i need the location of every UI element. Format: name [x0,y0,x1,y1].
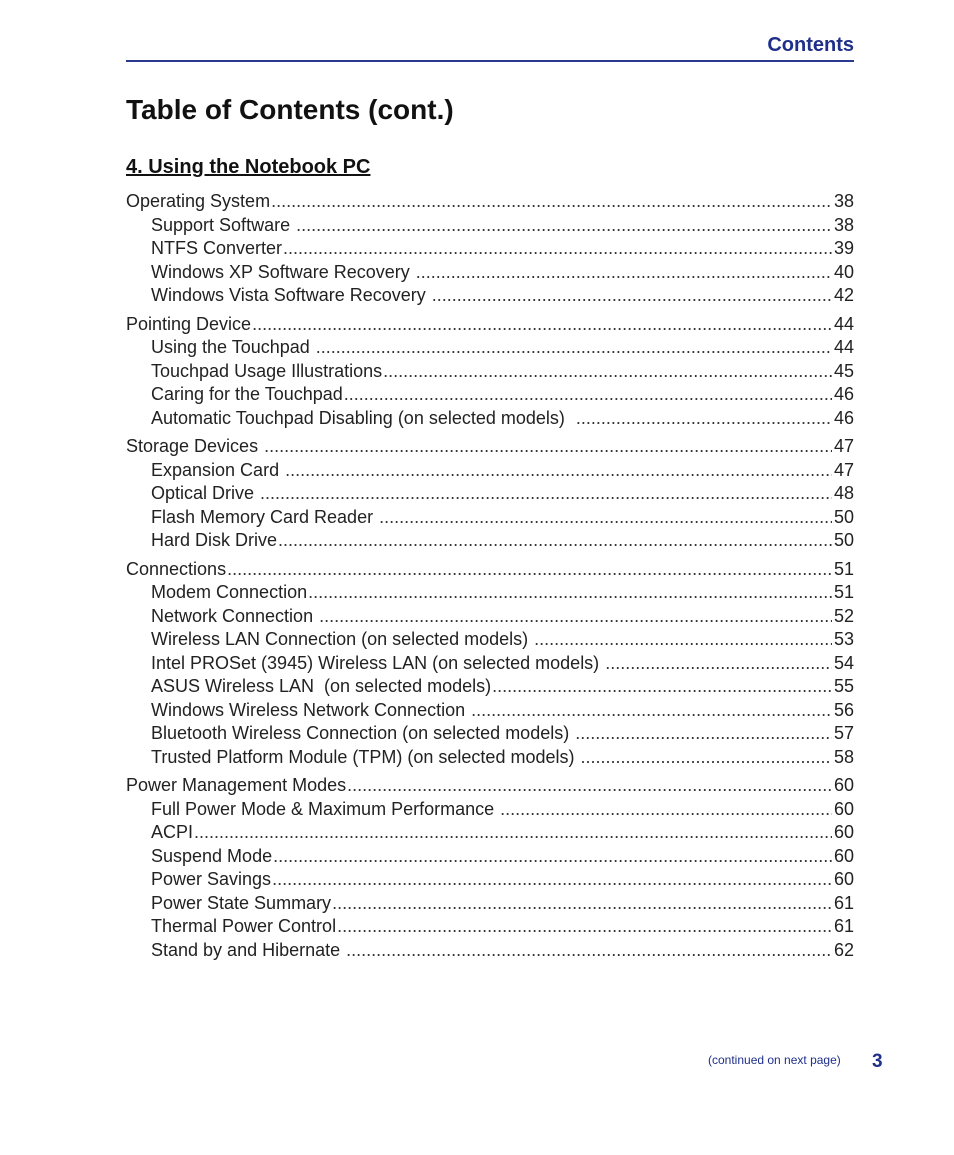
toc-entry[interactable] [126,435,854,459]
toc-entry-label: Expansion Card [151,459,285,480]
toc-entry-page: 38 [833,214,854,235]
toc-entry[interactable] [126,558,854,582]
toc-entry-label: Power Savings [151,869,272,889]
dot-leader [252,313,832,337]
toc-subentry[interactable] [126,845,854,869]
dot-leader [319,605,832,629]
dot-leader [379,506,832,530]
toc-entry-label: Flash Memory Card Reader [151,506,379,527]
toc-entry-label: Network Connection [151,605,319,626]
toc-entry-label: Thermal Power Control [151,916,337,936]
toc-entry-label: Caring for the Touchpad [151,384,343,404]
toc-subentry[interactable] [126,722,854,746]
toc-entry-page: 60 [833,822,854,842]
dot-leader [283,237,832,261]
toc-entry-label: Suspend Mode [151,845,273,866]
toc-entry-page: 48 [833,483,854,503]
page-number: 3 [872,1051,883,1072]
dot-leader [260,482,832,506]
toc-entry-page: 55 [833,676,854,696]
toc-entry-page: 38 [833,191,854,211]
toc-entry-page: 60 [833,775,854,795]
toc-entry-page: 51 [833,582,854,602]
toc-group [126,558,854,770]
toc-entry-page: 39 [833,238,854,258]
toc-entry-page: 50 [833,530,854,550]
toc-subentry[interactable] [126,214,854,238]
toc-entry-page: 42 [833,285,854,305]
toc-entry-label: Full Power Mode & Maximum Performance [151,798,500,819]
toc-entry[interactable] [126,190,854,214]
toc-entry-page: 60 [833,798,854,819]
toc-subentry[interactable] [126,699,854,723]
dot-leader [308,581,832,605]
toc-entry-label: Wireless LAN Connection (on selected models) [151,629,534,649]
dot-leader [605,652,832,676]
toc-entry-label: Modem Connection [151,582,308,602]
toc-entry[interactable] [126,774,854,798]
toc-subentry[interactable] [126,407,854,431]
dot-leader [227,558,832,582]
toc-entry-page: 44 [833,313,854,334]
dot-leader [316,336,832,360]
toc-entry[interactable] [126,313,854,337]
toc-entry-page: 60 [833,869,854,889]
toc-list [126,190,854,967]
toc-entry-page: 44 [833,337,854,357]
toc-entry-label: Stand by and Hibernate [151,939,346,960]
toc-entry-label: Using the Touchpad [151,337,315,357]
dot-leader [273,845,832,869]
toc-subentry[interactable] [126,383,854,407]
dot-leader [272,868,832,892]
toc-entry-label: Power Management Modes [126,775,347,795]
section-heading: 4. Using the Notebook PC [126,156,371,178]
toc-entry-label: Windows XP Software Recovery [151,261,415,282]
dot-leader [278,529,832,553]
toc-subentry[interactable] [126,746,854,770]
toc-entry-page: 52 [833,605,854,626]
dot-leader [580,746,831,770]
toc-subentry[interactable] [126,628,854,652]
toc-entry-label: Connections [126,558,227,579]
toc-subentry[interactable] [126,529,854,553]
toc-entry-page: 51 [833,558,854,579]
toc-group [126,435,854,553]
running-header [126,34,854,62]
toc-subentry[interactable] [126,459,854,483]
toc-entry-label: Power State Summary [151,892,332,913]
dot-leader [575,722,832,746]
toc-entry-label: Hard Disk Drive [151,530,278,550]
dot-leader [500,798,832,822]
dot-leader [576,407,832,431]
toc-entry-label: ACPI [151,822,194,842]
dot-leader [344,383,832,407]
toc-entry-page: 54 [833,652,854,673]
toc-subentry[interactable] [126,915,854,939]
dot-leader [264,435,832,459]
toc-group [126,190,854,308]
toc-entry-label: Bluetooth Wireless Connection (on selected models) [151,723,575,743]
toc-entry-label: Automatic Touchpad Disabling (on selected models) [151,407,575,428]
toc-subentry[interactable] [126,868,854,892]
dot-leader [346,939,832,963]
toc-subentry[interactable] [126,237,854,261]
toc-entry-label: Storage Devices [126,436,264,456]
continued-note: (continued on next page) [708,1053,841,1067]
toc-entry-label: Touchpad Usage Illustrations [151,360,383,381]
dot-leader [416,261,832,285]
toc-subentry[interactable] [126,336,854,360]
toc-entry-page: 61 [833,916,854,936]
toc-entry-label: Windows Wireless Network Connection [151,699,471,720]
toc-entry-page: 50 [833,506,854,527]
toc-entry-page: 53 [833,629,854,649]
toc-entry-label: ASUS Wireless LAN (on selected models) [151,676,492,696]
toc-entry-page: 46 [833,384,854,404]
dot-leader [332,892,832,916]
toc-subentry[interactable] [126,605,854,629]
toc-subentry[interactable] [126,652,854,676]
dot-leader [296,214,832,238]
dot-leader [383,360,832,384]
toc-subentry[interactable] [126,284,854,308]
toc-entry-page: 60 [833,845,854,866]
toc-subentry[interactable] [126,506,854,530]
toc-entry-page: 61 [833,892,854,913]
dot-leader [534,628,832,652]
dot-leader [432,284,832,308]
toc-entry-page: 62 [833,939,854,960]
toc-entry-page: 47 [833,459,854,480]
toc-entry-label: Support Software [151,214,296,235]
toc-subentry[interactable] [126,892,854,916]
toc-entry-page: 58 [833,746,854,767]
toc-entry-label: Trusted Platform Module (TPM) (on selected models) [151,746,580,767]
toc-entry-page: 56 [833,699,854,720]
toc-subentry[interactable] [126,581,854,605]
toc-entry-label: Optical Drive [151,483,260,503]
dot-leader [194,821,832,845]
toc-subentry[interactable] [126,675,854,699]
dot-leader [271,190,832,214]
page-title: Table of Contents (cont.) [126,94,454,125]
toc-subentry[interactable] [126,360,854,384]
toc-entry-page: 40 [833,261,854,282]
toc-entry-page: 47 [833,436,854,456]
toc-subentry[interactable] [126,261,854,285]
toc-entry-page: 46 [833,407,854,428]
toc-subentry[interactable] [126,821,854,845]
toc-entry-label: NTFS Converter [151,238,283,258]
toc-entry-label: Pointing Device [126,313,252,334]
dot-leader [492,675,832,699]
toc-group [126,313,854,431]
toc-entry-label: Operating System [126,191,271,211]
toc-entry-page: 57 [833,723,854,743]
toc-entry-page: 45 [833,360,854,381]
toc-entry-label: Intel PROSet (3945) Wireless LAN (on selected models) [151,652,605,673]
dot-leader [347,774,832,798]
toc-subentry[interactable] [126,939,854,963]
toc-entry-label: Windows Vista Software Recovery [151,285,431,305]
running-header-title: Contents [767,34,854,56]
dot-leader [337,915,832,939]
dot-leader [471,699,832,723]
toc-group [126,774,854,962]
toc-subentry[interactable] [126,798,854,822]
toc-subentry[interactable] [126,482,854,506]
dot-leader [285,459,832,483]
